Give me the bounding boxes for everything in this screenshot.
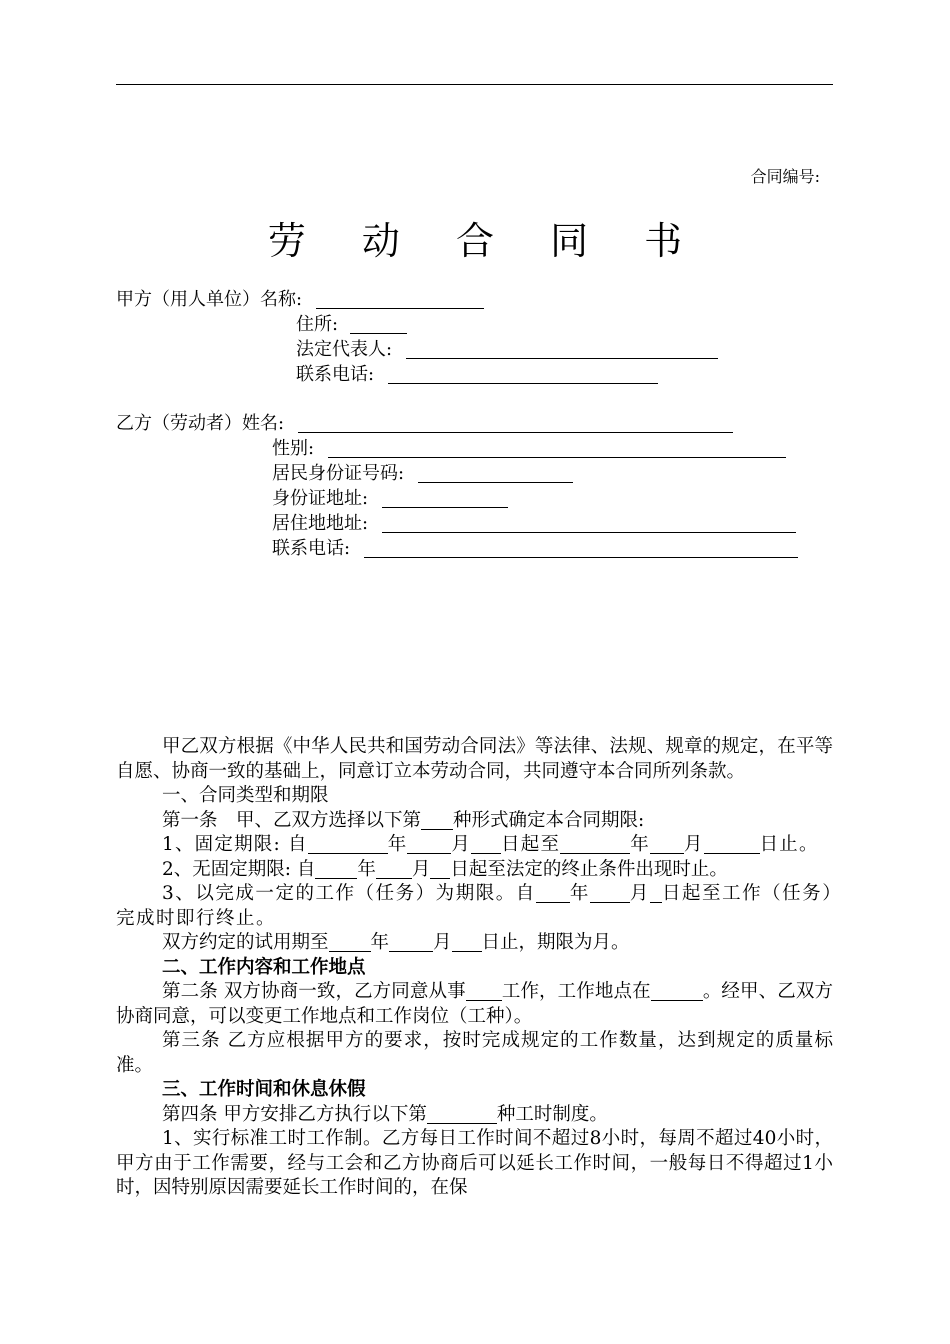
party-a-name-label: 名称: (260, 289, 303, 310)
party-a-phone-field[interactable] (388, 365, 658, 384)
party-a-address-field[interactable] (350, 315, 407, 334)
standard-hours-clause: 1、实行标准工时工作制。乙方每日工作时间不超过8小时，每周不超过40小时，甲方由于工作需要，经与工会和乙方协商后可以延长工作时间，一般每日不得超过1小时，因特别原因需要延长工作时间的，在保 (116, 1128, 833, 1198)
party-b-phone-row (272, 537, 798, 561)
party-b-name-row (116, 412, 733, 436)
party-a-name-row (116, 288, 484, 312)
open-term-clause: 2、无固定期限: 自 年 月 日起至法定的终止条件出现时止。 (162, 858, 728, 880)
fixed-end-year-blank[interactable] (560, 836, 630, 854)
article-4: 第四条 甲方安排乙方执行以下第 种工时制度。 (162, 1103, 608, 1125)
section-2-heading: 二、工作内容和工作地点 (162, 956, 366, 978)
open-year-blank[interactable] (315, 861, 357, 879)
article-2: 第二条 双方协商一致，乙方同意从事 工作，工作地点在 。经甲、乙双方协商同意，可以变更工作地点和工作岗位（工种）。 (116, 981, 833, 1027)
party-a-address-row (296, 313, 407, 337)
fixed-start-year-blank[interactable] (308, 836, 388, 854)
party-a-name-field[interactable] (316, 290, 484, 309)
party-a-phone-row (296, 363, 658, 387)
party-b-gender-label: 性别: (272, 438, 315, 459)
contract-body (116, 735, 833, 1201)
working-hours-type-blank[interactable] (427, 1106, 497, 1124)
party-b-id-field[interactable] (418, 464, 573, 483)
work-location-blank[interactable] (651, 983, 703, 1001)
party-b-phone-field[interactable] (364, 539, 798, 558)
party-b-id-address-row (272, 487, 508, 511)
party-a-address-label: 住所: (296, 314, 339, 335)
intro-paragraph: 甲乙双方根据《中华人民共和国劳动合同法》等法律、法规、规章的规定，在平等自愿、协商一致的基础上，同意订立本劳动合同，共同遵守本合同所列条款。 (116, 736, 833, 782)
probation-day-blank[interactable] (452, 934, 482, 952)
probation-clause: 双方约定的试用期至 年 月 日止，期限为月。 (162, 932, 630, 953)
section-3-heading: 三、工作时间和休息休假 (162, 1079, 366, 1100)
party-b-gender-row (272, 437, 786, 461)
section-1-heading: 一、合同类型和期限 (162, 785, 329, 806)
party-a-rep-row (296, 338, 718, 362)
open-month-blank[interactable] (376, 861, 412, 879)
fixed-end-day-blank[interactable] (704, 836, 760, 854)
party-b-residence-row (272, 512, 796, 536)
open-day-blank[interactable] (430, 861, 450, 879)
task-day-blank[interactable] (650, 885, 662, 903)
task-year-blank[interactable] (536, 885, 570, 903)
party-b-prefix: 乙方（劳动者） (116, 413, 242, 434)
party-b-id-label: 居民身份证号码: (272, 463, 405, 484)
article-1-form-blank[interactable] (421, 812, 453, 830)
party-a-prefix: 甲方（用人单位） (116, 289, 260, 310)
party-b-name-field[interactable] (298, 414, 733, 433)
fixed-start-day-blank[interactable] (471, 836, 501, 854)
party-a-rep-field[interactable] (406, 340, 718, 359)
party-b-residence-field[interactable] (382, 514, 796, 533)
contract-number-label: 合同编号: (750, 167, 820, 186)
document-title: 劳 动 合 同 书 (267, 219, 705, 263)
party-b-id-address-field[interactable] (382, 489, 508, 508)
header-rule (116, 84, 833, 85)
party-a-rep-label: 法定代表人: (296, 339, 393, 360)
job-title-blank[interactable] (466, 983, 502, 1001)
probation-month-blank[interactable] (389, 934, 433, 952)
party-b-gender-field[interactable] (328, 439, 786, 458)
article-3: 第三条 乙方应根据甲方的要求，按时完成规定的工作数量，达到规定的质量标准。 (116, 1030, 833, 1076)
party-b-name-label: 姓名: (242, 413, 285, 434)
fixed-end-month-blank[interactable] (650, 836, 684, 854)
party-b-residence-label: 居住地地址: (272, 513, 369, 534)
task-term-clause: 3、以完成一定的工作（任务）为期限。自 年 月 日起至工作（任务）完成时即行终止。 (116, 883, 833, 929)
party-b-id-address-label: 身份证地址: (272, 488, 369, 509)
task-month-blank[interactable] (590, 885, 630, 903)
party-b-phone-label: 联系电话: (272, 538, 351, 559)
fixed-start-month-blank[interactable] (407, 836, 451, 854)
party-b-id-row (272, 462, 573, 486)
party-a-phone-label: 联系电话: (296, 364, 375, 385)
article-1: 第一条 甲、乙双方选择以下第 种形式确定本合同期限: (162, 809, 645, 831)
fixed-term-clause: 1、固定期限: 自 年 月 日起至 年 月 日止。 (162, 834, 819, 855)
probation-year-blank[interactable] (329, 934, 371, 952)
